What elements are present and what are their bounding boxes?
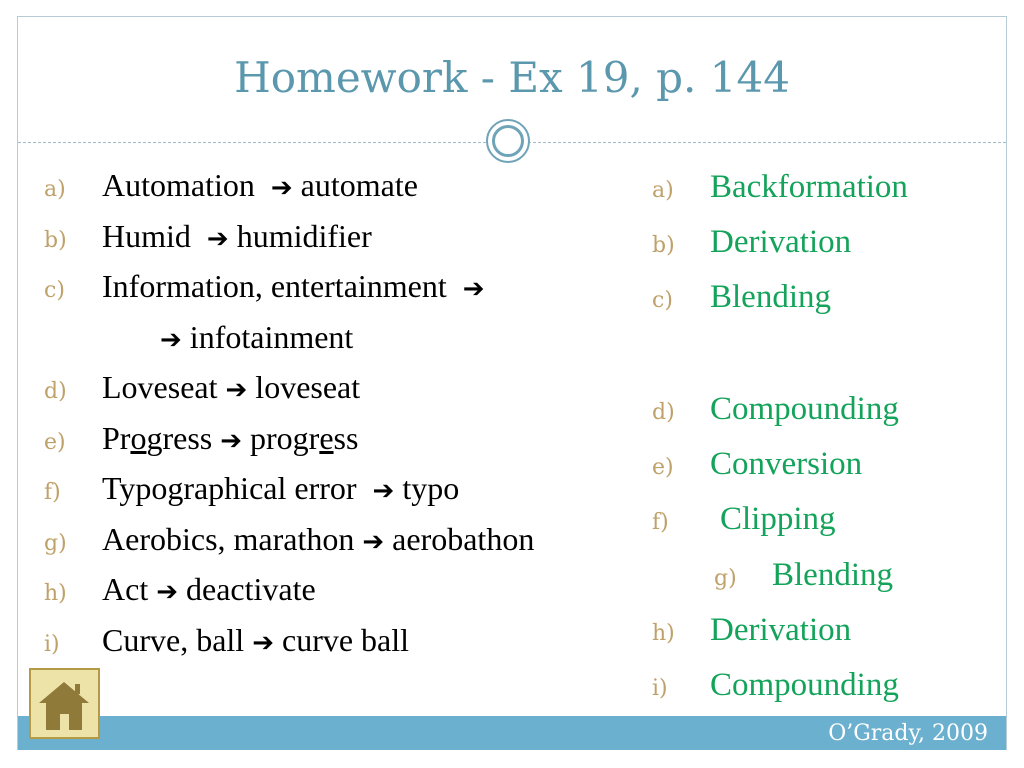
answer-text: Clipping bbox=[720, 501, 836, 537]
list-item bbox=[44, 362, 534, 413]
home-icon bbox=[31, 670, 98, 737]
item-text: Information, entertainment ➔ bbox=[102, 268, 485, 304]
question-list bbox=[44, 160, 534, 665]
answer-item bbox=[714, 550, 893, 604]
footer-citation: O’Grady, 2009 bbox=[828, 721, 988, 746]
answer-text: Derivation bbox=[710, 224, 852, 260]
right-arrow-icon: ➔ bbox=[462, 274, 485, 304]
right-arrow-icon: ➔ bbox=[270, 173, 293, 203]
item-text: Act ➔ deactivate bbox=[102, 571, 316, 607]
right-arrow-icon: ➔ bbox=[225, 375, 248, 405]
answer-text: Blending bbox=[710, 279, 831, 315]
answer-item bbox=[652, 217, 851, 271]
item-text: Typographical error ➔ typo bbox=[102, 470, 460, 506]
list-item bbox=[44, 160, 534, 211]
item-text: Progress ➔ progress bbox=[102, 419, 359, 456]
list-item bbox=[44, 413, 534, 464]
right-arrow-icon: ➔ bbox=[156, 577, 178, 607]
answer-item bbox=[652, 384, 899, 438]
answer-marker: a) bbox=[652, 178, 674, 203]
right-arrow-icon: ➔ bbox=[372, 476, 395, 506]
answer-marker: d) bbox=[652, 400, 675, 425]
answer-marker: b) bbox=[652, 233, 675, 258]
item-marker: i) bbox=[44, 631, 60, 657]
item-marker: e) bbox=[44, 429, 66, 455]
list-item bbox=[44, 463, 534, 514]
item-text: Automation ➔ automate bbox=[102, 167, 418, 203]
right-arrow-icon: ➔ bbox=[206, 223, 229, 254]
list-item bbox=[44, 615, 534, 666]
right-arrow-icon: ➔ bbox=[220, 425, 243, 456]
answer-marker: e) bbox=[652, 455, 674, 480]
list-item bbox=[44, 211, 534, 262]
list-item bbox=[44, 514, 534, 565]
item-marker: b) bbox=[44, 227, 67, 253]
item-marker: a) bbox=[44, 177, 66, 202]
answer-marker: g) bbox=[714, 566, 737, 591]
answer-marker: c) bbox=[652, 288, 673, 313]
answer-text: Backformation bbox=[710, 169, 908, 205]
item-marker: f) bbox=[44, 480, 61, 505]
answer-item bbox=[652, 660, 899, 714]
answer-marker: i) bbox=[652, 676, 668, 701]
right-arrow-icon: ➔ bbox=[362, 526, 385, 557]
answer-text: Compounding bbox=[710, 391, 899, 427]
list-item-continuation: ➔ infotainment bbox=[160, 318, 354, 355]
item-marker: c) bbox=[44, 278, 65, 303]
right-arrow-icon: ➔ bbox=[160, 324, 182, 355]
item-text: Humid ➔ humidifier bbox=[102, 217, 372, 254]
answer-text: Blending bbox=[772, 557, 893, 593]
item-text: Loveseat ➔ loveseat bbox=[102, 369, 361, 405]
home-button[interactable] bbox=[29, 668, 100, 739]
answer-text: Derivation bbox=[710, 612, 852, 648]
list-item bbox=[44, 261, 534, 312]
answer-item bbox=[652, 439, 862, 493]
item-text: Curve, ball ➔ curve ball bbox=[102, 621, 410, 658]
answer-marker: f) bbox=[652, 510, 669, 535]
answer-item bbox=[652, 605, 851, 659]
circle-ornament-icon bbox=[486, 119, 530, 163]
item-text: Aerobics, marathon ➔ aerobathon bbox=[102, 520, 535, 557]
item-marker: h) bbox=[44, 581, 67, 606]
list-item bbox=[44, 564, 534, 615]
slide-title: Homework - Ex 19, p. 144 bbox=[234, 53, 790, 102]
answer-text: Compounding bbox=[710, 667, 899, 703]
answer-item bbox=[652, 494, 836, 548]
item-marker: d) bbox=[44, 379, 67, 404]
answer-item bbox=[652, 162, 908, 216]
item-marker: g) bbox=[44, 530, 67, 556]
right-arrow-icon: ➔ bbox=[252, 627, 274, 658]
answer-text: Conversion bbox=[710, 446, 863, 482]
answer-item bbox=[652, 272, 831, 326]
answer-marker: h) bbox=[652, 621, 675, 646]
